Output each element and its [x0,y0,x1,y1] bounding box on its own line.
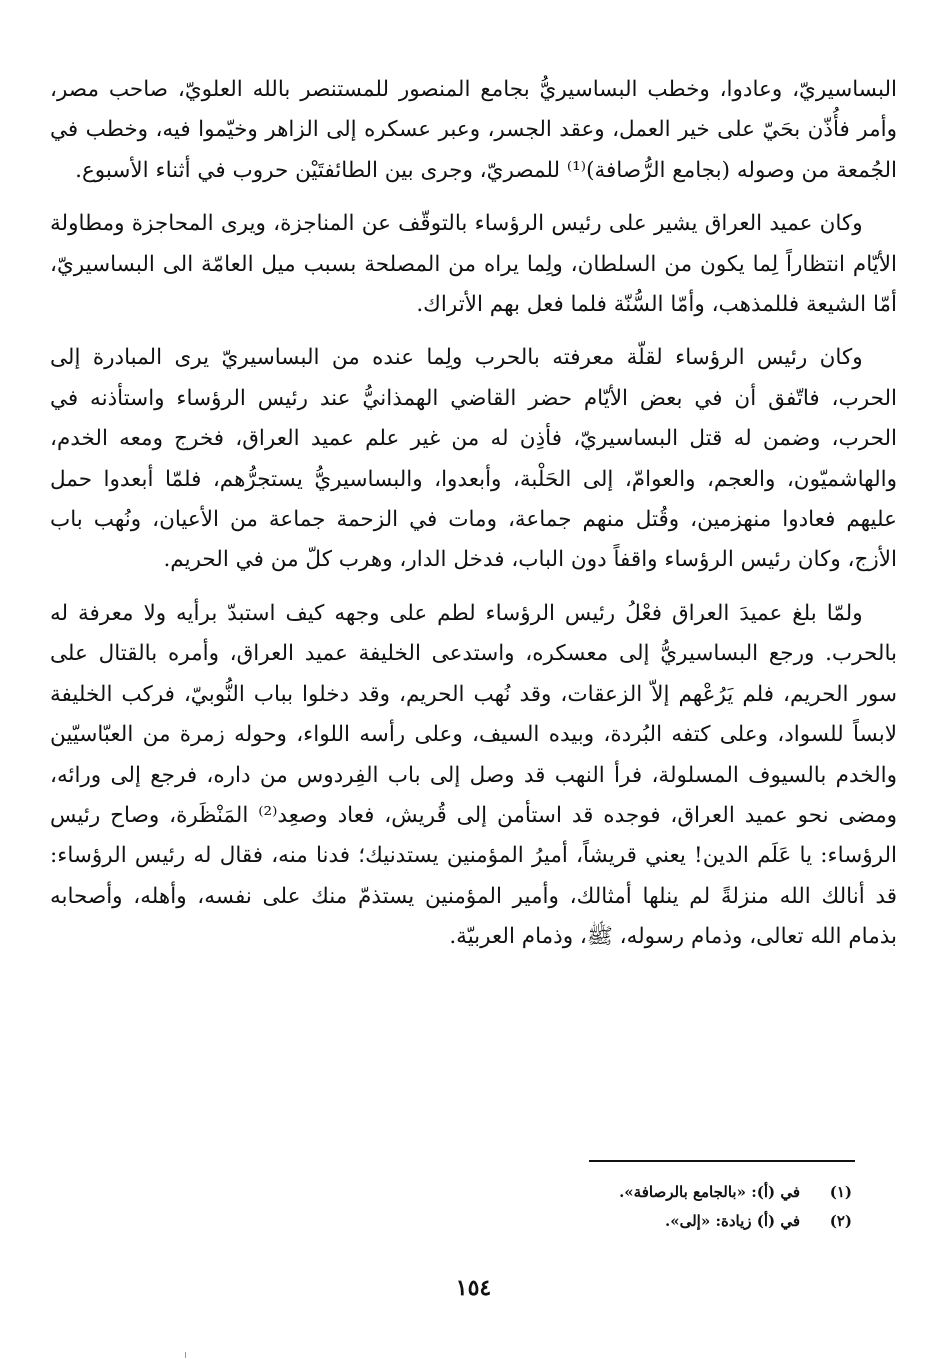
footnote-text: في (أ) زيادة: «إلى». [665,1212,800,1230]
footnote-2 [300,1207,852,1236]
footnote-text: في (أ): «بالجامع بالرصافة». [619,1183,800,1201]
footnote-number: (٢) [829,1212,852,1230]
footnote-1 [300,1178,852,1207]
paragraph-2: وكان عميد العراق يشير على رئيس الرؤساء بالتوقّف عن المناجزة، ويرى المحاجزة ومطاولة الأيّام انتظاراً لِما يكون من السلطان، ولِما يراه من المصلحة بسبب ميل العامّة الى البساسيريّ، أمّا الشيعة فللمذهب، وأمّا السُّنّة فلما فعل بهم الأتراك. [50,211,897,318]
paragraph-1: البساسيريّ، وعادوا، وخطب البساسيريُّ بجامع المنصور للمستنصر بالله العلويّ، صاحب مصر، وأمر فأُذّن بحَيّ على خير العمل، وعقد الجسر، وعبر عسكره إلى الزاهر وخيّموا فيه، وخطب في الجُمعة من وصوله (بجامع الرُّصافة)⁽¹⁾ للمصريّ، وجرى بين الطائفتَيْن حروب في أثناء الأسبوع. [50,77,897,183]
page-number: ١٥٤ [455,1275,492,1301]
paragraph-4: ولمّا بلغ عميدَ العراق فعْلُ رئيس الرؤساء لطم على وجهه كيف استبدّ برأيه ولا معرفة له بالحرب. ورجع البساسيريُّ إلى معسكره، واستدعى الخليفة عميد العراق، وأمره بالقتال على سور الحريم، فلم يَرُعْهم إلاّ الزعقات، وقد نُهب الحريم، وقد دخلوا بباب النُّوبيّ، فركب الخليفة لابساً للسواد، وعلى كتفه البُردة، وبيده السيف، وعلى رأسه اللواء، وحوله زمرة من العبّاسيّين والخدم بالسيوف المسلولة، فرأ النهب قد وصل إلى باب الفِردوس من داره، فرجع إلى ورائه، ومضى نحو عميد العراق، فوجده قد استأمن إلى قُريش، فعاد وصعِد⁽²⁾ المَنْظَرة، وصاح رئيس الرؤساء: يا عَلَم الدين! يعني قريشاً، أميرُ المؤمنين يستدنيك؛ فدنا منه، فقال له رئيس الرؤساء: قد أنالك الله منزلةً لم ينلها أمثالك، وأمير المؤمنين يستذمّ منك على نفسه، وأهله، وأصحابه بذمام الله تعالى، وذمام رسوله، ﷺ، وذمام العربيّة. [50,600,897,950]
footnotes [300,1178,852,1236]
footnote-number: (١) [829,1183,852,1201]
paragraph-3: وكان رئيس الرؤساء لقلّة معرفته بالحرب ولِما عنده من البساسيريّ يرى المبادرة إلى الحرب، فاتّفق أن في بعض الأيّام حضر القاضي الهمذانيُّ عند رئيس الرؤساء واستأذنه في الحرب، وضمن له قتل البساسيريّ، فأذِن له من غير علم عميد العراق، فخرج ومعه الخدم، والهاشميّون، والعجم، والعوامّ، إلى الحَلْبة، وأبعدوا، والبساسيريُّ يستجرُّهم، فلمّا أبعدوا حمل عليهم فعادوا منهزمين، وقُتل منهم جماعة، ومات في الزحمة جماعة من الأعيان، ونُهب باب الأزج، وكان رئيس الرؤساء واقفاً دون الباب، فدخل الدار، وهرب كلّ من في الحريم. [50,345,897,573]
scan-speck [185,1352,186,1358]
main-text [50,70,897,971]
footnote-divider [589,1160,855,1162]
